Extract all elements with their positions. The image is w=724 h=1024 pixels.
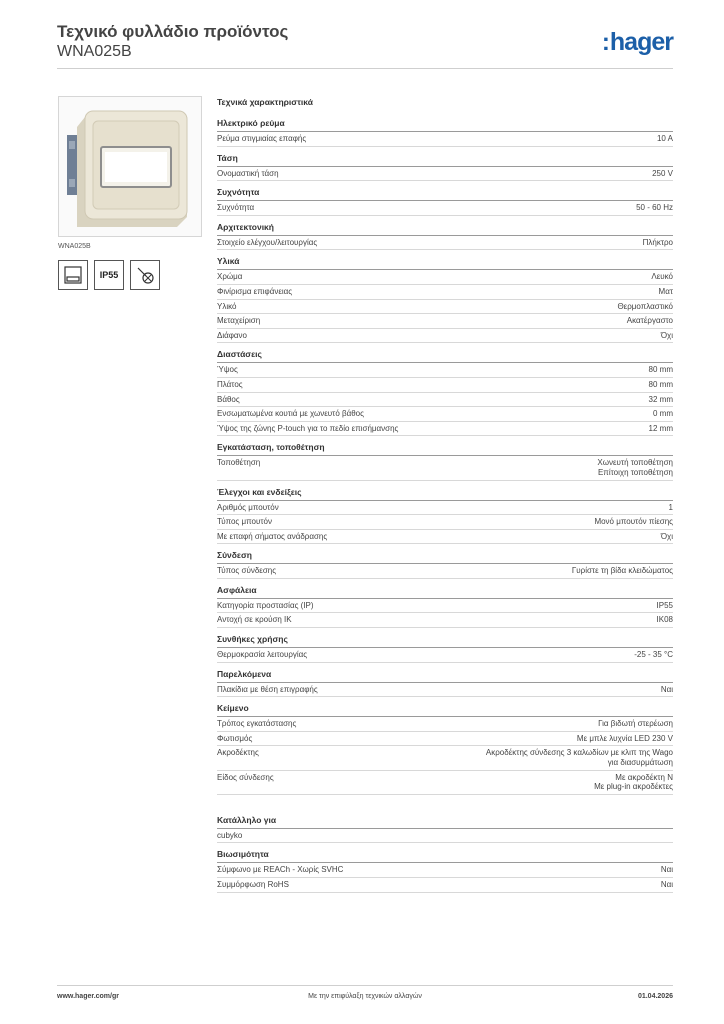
no-halogen-lamp-icon — [130, 260, 160, 290]
spec-value — [577, 734, 673, 744]
spec-label: Φωτισμός — [217, 733, 253, 743]
hager-logo[interactable]: :hager — [601, 28, 673, 56]
spec-row — [217, 270, 673, 285]
section-title: Ασφάλεια — [217, 585, 673, 599]
spec-label: Συμμόρφωση RoHS — [217, 880, 289, 889]
spec-row — [217, 132, 673, 147]
section-title: Βιωσιμότητα — [217, 849, 673, 863]
spec-value — [636, 203, 673, 213]
spec-section — [217, 815, 673, 844]
section-title: Ηλεκτρικό ρεύμα — [217, 118, 673, 132]
image-caption: WNA025B — [58, 243, 91, 250]
spec-row — [217, 422, 673, 437]
spec-value-line: Ακροδέκτης σύνδεσης 3 καλωδίων με κλιπ της Wago — [485, 748, 673, 758]
spec-value — [649, 424, 673, 434]
spec-label: Κατηγορία προστασίας (IP) — [217, 600, 314, 610]
spec-value-line: 32 mm — [648, 394, 673, 404]
spec-value-line: Πλήκτρο — [642, 237, 673, 247]
spec-label: Θερμοκρασία λειτουργίας — [217, 650, 308, 660]
product-code: WNA025B — [57, 43, 132, 60]
spec-label: Πλάτος — [217, 379, 243, 389]
spec-row — [217, 378, 673, 393]
spec-section — [217, 442, 673, 480]
spec-section — [217, 256, 673, 343]
spec-label: Τοποθέτηση — [217, 458, 261, 468]
spec-row — [217, 732, 673, 747]
section-title: Κατάλληλο για — [217, 815, 673, 829]
section-title: Υλικά — [217, 256, 673, 270]
product-image — [58, 96, 202, 237]
spec-section — [217, 585, 673, 628]
spec-value — [617, 302, 673, 312]
spec-value — [651, 272, 673, 282]
footer-date: 01.04.2026 — [637, 993, 673, 1000]
spec-row — [217, 167, 673, 182]
spec-section — [217, 222, 673, 251]
spec-label: Ονομαστική τάση — [217, 168, 279, 178]
spec-row — [217, 746, 673, 770]
spec-row — [217, 878, 673, 893]
section-title: Έλεγχοι και ενδείξεις — [217, 487, 673, 501]
spec-label: Ρεύμα στιγμιαίας επαφής — [217, 134, 307, 143]
spec-row — [217, 393, 673, 408]
spec-value — [659, 287, 673, 297]
spec-value-line: Επίτοιχη τοποθέτηση — [597, 467, 673, 477]
spec-label: Ακροδέκτης — [217, 748, 259, 758]
spec-value-line: Για βιδωτή στερέωση — [598, 719, 673, 729]
spec-section — [217, 634, 673, 663]
spec-value-line: 1 — [668, 502, 673, 512]
spec-label: Βάθος — [217, 394, 240, 404]
ip55-icon-label: IP55 — [99, 270, 119, 280]
spec-label: Ύψος — [217, 365, 238, 375]
spec-value-line: 250 V — [652, 168, 673, 178]
spec-section — [217, 153, 673, 182]
spec-value — [661, 865, 673, 875]
spec-value-line: Όχι — [660, 330, 673, 340]
spec-section — [217, 487, 673, 545]
spec-value-line: 12 mm — [648, 423, 673, 433]
technical-specs — [217, 96, 673, 893]
spec-label: Τύπος σύνδεσης — [217, 566, 277, 576]
spec-section — [217, 187, 673, 216]
spec-label: Διάφανο — [217, 330, 248, 340]
page-header — [57, 22, 673, 70]
spec-label: Υλικό — [217, 301, 237, 311]
spec-value — [627, 316, 673, 326]
spec-value-line: Χωνευτή τοποθέτηση — [597, 458, 673, 468]
spec-value-line: IP55 — [656, 600, 673, 610]
spec-label: Ενσωματωμένα κουτιά με χωνευτό βάθος — [217, 409, 364, 419]
spec-label: Είδος σύνδεσης — [217, 772, 274, 782]
spec-section — [217, 118, 673, 147]
spec-row — [217, 648, 673, 663]
spec-row — [217, 285, 673, 300]
section-title: Κείμενο — [217, 703, 673, 717]
spec-row — [217, 201, 673, 216]
spec-value — [572, 566, 673, 576]
spec-value-line: Με plug-in ακροδέκτες — [594, 782, 673, 792]
spec-value — [643, 238, 673, 248]
spec-row — [217, 599, 673, 614]
spec-label: Αριθμός μπουτόν — [217, 502, 279, 512]
spec-row — [217, 314, 673, 329]
spec-value-line: -25 - 35 °C — [634, 650, 673, 660]
spec-value-line: για διασυρμάτωση — [607, 758, 673, 768]
spec-value — [649, 365, 673, 375]
spec-value-line: 10 A — [656, 134, 673, 143]
switch-photo-icon — [59, 97, 201, 236]
spec-label: cubyko — [217, 830, 243, 840]
spec-section — [217, 669, 673, 698]
spec-value-line: Ακατέργαστο — [626, 316, 673, 326]
document-title: Τεχνικό φυλλάδιο προϊόντος — [57, 22, 289, 41]
spec-row — [217, 613, 673, 628]
spec-label: Σύμφωνο με REACh - Χωρίς SVHC — [217, 865, 344, 875]
spec-value — [594, 773, 673, 792]
spec-value-line: 50 - 60 Hz — [636, 203, 673, 213]
spec-value — [661, 532, 673, 542]
spec-value-line: Λευκό — [651, 272, 673, 282]
feature-icons — [58, 260, 160, 290]
switch-display-icon — [58, 260, 88, 290]
spec-label: Χρώμα — [217, 272, 243, 282]
spec-value — [649, 395, 673, 405]
spec-row — [217, 829, 673, 844]
spec-label: Με επαφή σήματος ανάδρασης — [217, 531, 328, 541]
spec-label: Τύπος μπουτόν — [217, 517, 272, 527]
spec-label: Ύψος της ζώνης P-touch για το πεδίο επισήμανσης — [217, 423, 399, 433]
spec-row — [217, 236, 673, 251]
spec-value-line: Ναι — [660, 684, 673, 694]
ip55-icon — [94, 260, 124, 290]
spec-row — [217, 300, 673, 315]
spec-label: Τρόπος εγκατάστασης — [217, 719, 297, 729]
spec-value — [657, 615, 673, 625]
spec-value — [653, 409, 673, 419]
spec-label: Αντοχή σε κρούση IK — [217, 615, 292, 625]
spec-value — [594, 517, 673, 527]
spec-value — [598, 719, 673, 729]
spec-section — [217, 849, 673, 892]
spec-row — [217, 329, 673, 344]
spec-row — [217, 683, 673, 698]
spec-value-line: Ματ — [658, 286, 673, 296]
spec-value-line: Με ακροδέκτη N — [615, 772, 673, 782]
footer-divider — [57, 985, 673, 986]
spec-value — [661, 880, 673, 890]
spec-row — [217, 515, 673, 530]
section-title: Συχνότητα — [217, 187, 673, 201]
spec-value-line: Γυρίστε τη βίδα κλειδώματος — [571, 566, 673, 576]
spec-section — [217, 550, 673, 579]
spec-label: Φινίρισμα επιφάνειας — [217, 286, 293, 296]
section-title: Συνθήκες χρήσης — [217, 634, 673, 648]
spec-row — [217, 407, 673, 422]
spec-row — [217, 771, 673, 795]
spec-value — [634, 650, 673, 660]
spec-value-line: Θερμοπλαστικό — [617, 301, 673, 311]
spec-value-line: Μονό μπουτόν πίεσης — [594, 517, 673, 527]
spec-label: Συχνότητα — [217, 203, 255, 213]
spec-section — [217, 703, 673, 795]
spec-value — [669, 503, 673, 513]
spec-label: Μεταχείριση — [217, 316, 261, 326]
section-title: Σύνδεση — [217, 550, 673, 564]
spec-value — [657, 134, 673, 144]
section-title: Παρελκόμενα — [217, 669, 673, 683]
spec-value-line: 80 mm — [648, 379, 673, 389]
spec-row — [217, 717, 673, 732]
section-title: Εγκατάσταση, τοποθέτηση — [217, 442, 673, 456]
spec-value — [661, 331, 673, 341]
spec-value-line: Ναι — [660, 865, 673, 875]
spec-row — [217, 530, 673, 545]
spec-section — [217, 349, 673, 436]
spec-value-line: 80 mm — [648, 365, 673, 375]
spec-value-line: Ναι — [660, 880, 673, 889]
spec-value — [661, 685, 673, 695]
spec-value-line: Όχι — [660, 531, 673, 541]
spec-value-line: 0 mm — [653, 409, 673, 419]
footer-note: Με την επιφύλαξη τεχνικών αλλαγών — [308, 993, 422, 1000]
spec-label: Στοιχείο ελέγχου/λειτουργίας — [217, 237, 318, 247]
spec-label: Πλακίδια με θέση επιγραφής — [217, 684, 318, 694]
footer-website-link[interactable]: www.hager.com/gr — [57, 993, 119, 1000]
spec-value-line: IK08 — [656, 615, 673, 625]
spec-value — [649, 380, 673, 390]
spec-value — [657, 601, 673, 611]
spec-row — [217, 363, 673, 378]
spec-value — [486, 748, 673, 767]
spec-value-line: Με μπλε λυχνία LED 230 V — [576, 733, 673, 743]
spec-row — [217, 863, 673, 878]
specs-title: Τεχνικά χαρακτηριστικά — [217, 97, 313, 107]
spec-row — [217, 564, 673, 579]
spec-row — [217, 456, 673, 480]
section-title: Διαστάσεις — [217, 349, 673, 363]
section-title: Αρχιτεκτονική — [217, 222, 673, 236]
spec-value — [652, 169, 673, 179]
section-title: Τάση — [217, 153, 673, 167]
logo-text: hager — [609, 28, 673, 56]
spec-value — [597, 458, 673, 477]
header-divider — [57, 68, 673, 69]
spec-row — [217, 501, 673, 516]
